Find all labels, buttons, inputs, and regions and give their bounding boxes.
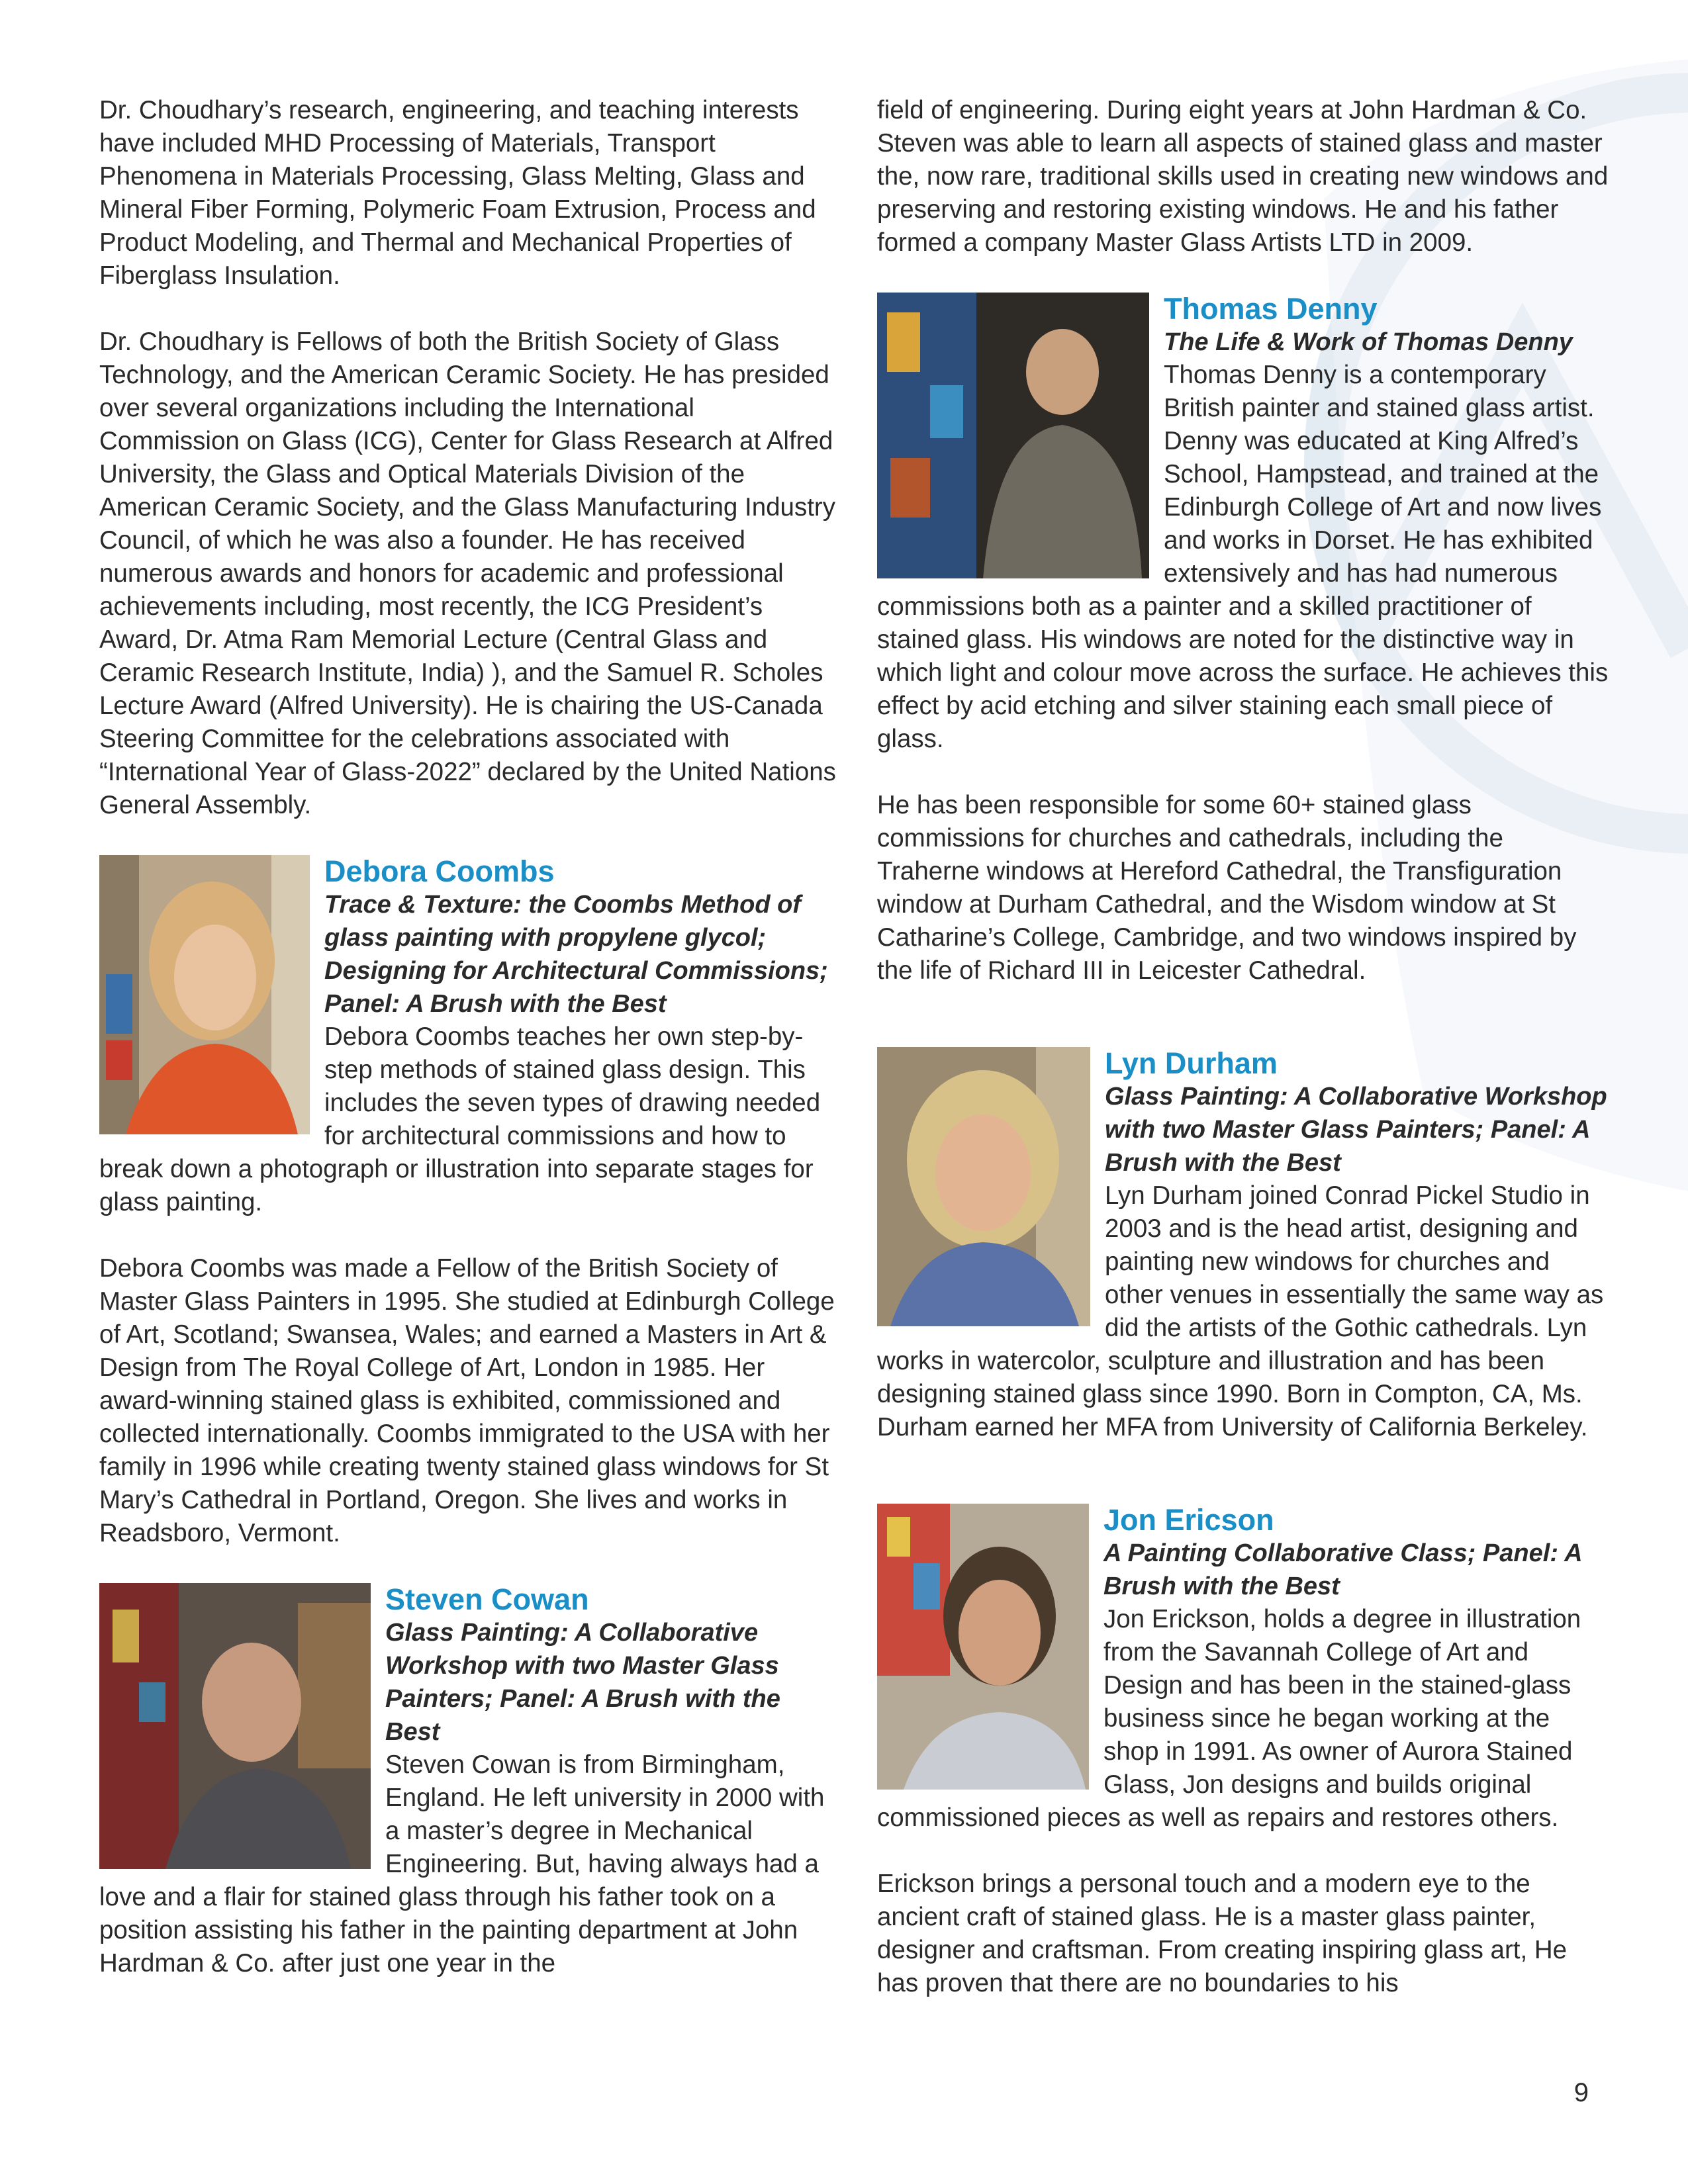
jon-ericson-session: A Painting Collaborative Class; Panel: A Brush with the Best (1103, 1539, 1582, 1600)
lyn-durham-session: Glass Painting: A Collaborative Workshop with two Master Glass Painters; Panel: A Brush with the Best (1105, 1083, 1607, 1177)
thomas-denny-name: Thomas Denny (1164, 292, 1378, 326)
bio-debora-coombs (99, 855, 837, 1583)
thomas-denny-session: The Life & Work of Thomas Denny (1164, 328, 1573, 356)
thomas-denny-photo (877, 293, 1149, 578)
intro-paragraph-2: Dr. Choudhary is Fellows of both the British Society of Glass Technology, and the American Ceramic Society. He has presided over several organizations including the International Commission on Glass (ICG), Center for Glass Research at Alfred University, the Glass and Optical Materials Division of the American Ceramic Society, and the Glass Manufacturing Industry Council, of which he was also a founder. He has received numerous awards and honors for academic and professional achievements including, most recently, the ICG President’s Award, Dr. Atma Ram Memorial Lecture (Central Glass and Ceramic Research Institute, India) ), and the Samuel R. Scholes Lecture Award (Alfred University). He is chairing the US-Canada Steering Committee for the celebrations associated with “International Year of Glass-2022” declared by the United Nations General Assembly. (99, 328, 836, 819)
bio-jon-ericson (877, 1504, 1609, 2000)
debora-coombs-session: Trace & Texture: the Coombs Method of glass painting with propylene glycol; Designing for Architectural Commissions; Panel: A Brush with the Best (324, 891, 828, 1018)
thomas-denny-bio-2: He has been responsible for some 60+ stained glass commissions for churches and cathedrals, including the Traherne windows at Hereford Cathedral, the Transfiguration window at Durham Cathedral, and the Wisdom window at St Catharine’s College, Cambridge, and two windows inspired by the life of Richard III in Leicester Cathedral. (877, 791, 1577, 985)
debora-coombs-name: Debora Coombs (324, 854, 555, 888)
page-number: 9 (1573, 2078, 1589, 2107)
steven-cowan-session: Glass Painting: A Collaborative Workshop with two Master Glass Painters; Panel: A Brush with the Best (385, 1619, 780, 1746)
bio-lyn-durham (877, 1047, 1609, 1477)
steven-cowan-name: Steven Cowan (385, 1582, 589, 1616)
thomas-denny-bio-1: Thomas Denny is a contemporary British painter and stained glass artist. Denny was educated at King Alfred’s School, Hampstead, and trained at the Edinburgh College of Art and now lives and works in Dorset. He has exhibited extensively and has had numerous commissions both as a painter and a skilled practitioner of stained glass. His windows are noted for the distinctive way in which light and colour move across the surface. He achieves this effect by acid etching and silver staining each small piece of glass. (877, 361, 1609, 753)
lyn-durham-name: Lyn Durham (1105, 1046, 1278, 1080)
right-column (877, 94, 1609, 2000)
intro-paragraph-1: Dr. Choudhary’s research, engineering, and teaching interests have included MHD Processing of Materials, Transport Phenomena in Materials Processing, Glass Melting, Glass and Mineral Fiber Forming, Polymeric Foam Extrusion, Process and Product Modeling, and Thermal and Mechanical Properties of Fiberglass Insulation. (99, 96, 816, 290)
jon-ericson-photo (877, 1504, 1089, 1790)
lyn-durham-photo (877, 1047, 1090, 1326)
steven-cowan-bio-continued: field of engineering. During eight years at John Hardman & Co. Steven was able to learn all aspects of stained glass and master the, now rare, traditional skills used in creating new windows and preserving and restoring existing windows. He and his father formed a company Master Glass Artists LTD in 2009. (877, 96, 1609, 257)
jon-ericson-bio-1: Jon Erickson, holds a degree in illustration from the Savannah College of Art and Design and has been in the stained-glass business since he began working at the shop in 1991. As owner of Aurora Stained Glass, Jon designs and builds original commissioned pieces as well as repairs and restores others. (877, 1605, 1581, 1832)
left-column (99, 94, 837, 1980)
debora-coombs-bio-2: Debora Coombs was made a Fellow of the British Society of Master Glass Painters in 1995. She studied at Edinburgh College of Art, Scotland; Swansea, Wales; and earned a Masters in Art & Design from The Royal College of Art, London in 1985. Her award-winning stained glass is exhibited, commissioned and collected internationally. Coombs immigrated to the USA with her family in 1996 while creating twenty stained glass windows for St Mary’s Cathedral in Portland, Oregon. She lives and works in Readsboro, Vermont. (99, 1254, 835, 1547)
bio-steven-cowan (99, 1583, 837, 1980)
jon-ericson-bio-2: Erickson brings a personal touch and a modern eye to the ancient craft of stained glass. He is a master glass painter, designer and craftsman. From creating inspiring glass art, He has proven that there are no boundaries to his (877, 1870, 1568, 1997)
steven-cowan-bio-1: Steven Cowan is from Birmingham, England. He left university in 2000 with a master’s degree in Mechanical Engineering. But, having always had a love and a flair for stained glass through his father took on a position assisting his father in the painting department at John Hardman & Co. after just one year in the (99, 1751, 825, 1978)
debora-coombs-bio-1: Debora Coombs teaches her own step-by-step methods of stained glass design. This includes the seven types of drawing needed for architectural commissions and how to break down a photograph or illustration into separate stages for glass painting. (99, 1023, 821, 1216)
bio-thomas-denny (877, 293, 1609, 1021)
steven-cowan-photo (99, 1583, 371, 1869)
debora-coombs-photo (99, 855, 310, 1134)
lyn-durham-bio-1: Lyn Durham joined Conrad Pickel Studio in 2003 and is the head artist, designing and painting new windows for churches and other venues in essentially the same way as did the artists of the Gothic cathedrals. Lyn works in watercolor, sculpture and illustration and has been designing stained glass since 1990. Born in Compton, CA, Ms. Durham earned her MFA from University of California Berkeley. (877, 1181, 1604, 1441)
jon-ericson-name: Jon Ericson (1103, 1503, 1274, 1537)
